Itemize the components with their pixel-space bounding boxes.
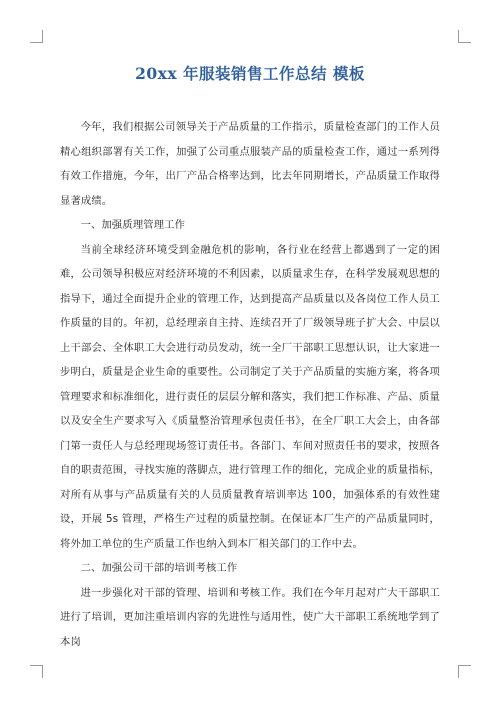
- section-2-heading: 二、加强公司干部的培训考核工作: [80, 562, 238, 574]
- crop-mark-bottom-right: [458, 665, 471, 678]
- document-title: 20xx 年服装销售工作总结 模板: [135, 64, 365, 83]
- document-body: [60, 115, 440, 654]
- section-2-paragraph: 进一步强化对干部的管理、培训和考核工作。我们在今年月起对广大干部职工进行了培训，更加注重培训内容的先进性与适用性，使广大干部职工系统地学到了本岗: [60, 586, 440, 648]
- intro-paragraph: 今年，我们根据公司领导关于产品质量的工作指示，质量检查部门的工作人员精心组织部署有关工作，加强了公司重点服装产品的质量检查工作，通过一系列得有效工作措施，今年，出厂产品合格率达到，比去年同期增长，产品质量工作取得显著成绩。: [60, 121, 440, 207]
- crop-mark-top-left: [30, 30, 43, 43]
- crop-mark-top-right: [458, 30, 471, 43]
- section-1-heading: 一、加强质理管理工作: [80, 219, 186, 231]
- crop-mark-bottom-left: [30, 665, 43, 678]
- section-1-paragraph: 当前全球经济环境受到金融危机的影响，各行业在经营上都遇到了一定的困难，公司领导积极应对经济环境的不利因素，以质量求生存，在科学发展观思想的指导下，通过全面提升企业的管理工作，达到提高产品质量以及各岗位工作人员工作质量的目的。年初，总经理亲自主持、连续召开了厂级领导班子扩大会、中层以上干部会、全体职工大会进行动员发动，统一全厂干部职工思想认识，让大家进一步明白，质量是企业生命的重要性。公司制定了关于产品质量的实施方案，将各项管理要求和标准细化，进行责任的层层分解和落实，我们把工作标准、产品、质量以及安全生产要求写入《质量整治管理承包责任书》，在全厂职工大会上，由各部门第一责任人与总经理现场签订责任书。各部门、车间对照责任书的要求，按照各自的职责范围，寻找实施的落脚点，进行管理工作的细化，完成企业的质量指标，对所有从事与产品质量有关的人员质量教育培训率达 100，加强体系的有效性建设，开展 5s 管理，严格生产过程的质量控制。在保证本厂生产的产品质量同时，将外加工单位的生产质量工作也纳入到本厂相关部门的工作中去。: [60, 243, 440, 550]
